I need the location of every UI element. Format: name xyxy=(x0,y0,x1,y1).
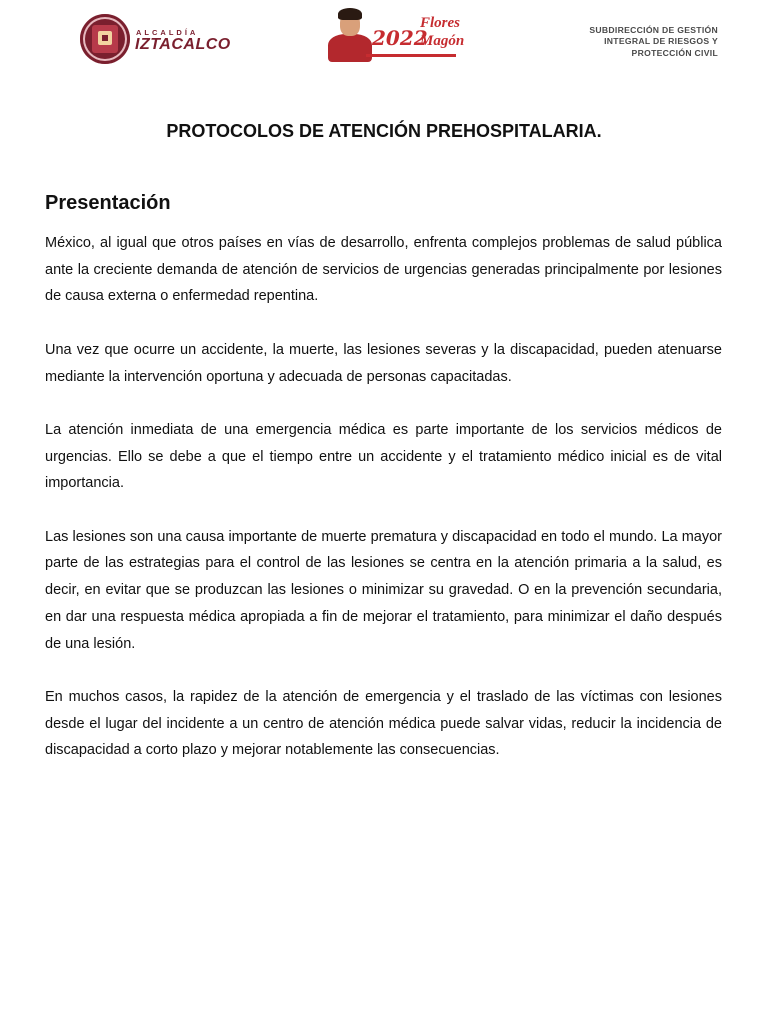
logo-underline xyxy=(366,54,456,57)
subdireccion-line-3: PROTECCIÓN CIVIL xyxy=(631,47,718,58)
logo-name-line2: Magón xyxy=(420,33,465,49)
flores-magon-2022-logo xyxy=(318,4,465,64)
iztacalco-label: IZTACALCO xyxy=(135,36,231,53)
subdireccion-line-2: INTEGRAL DE RIESGOS Y xyxy=(604,36,718,47)
alcaldia-seal-icon xyxy=(80,14,130,64)
logo-year: 2022 xyxy=(372,26,428,50)
subdireccion-line-1: SUBDIRECCIÓN DE GESTIÓN xyxy=(589,25,718,35)
body-text xyxy=(45,230,722,791)
paragraph-4: Las lesiones son una causa importante de muerte prematura y discapacidad en todo el mundo. La mayor parte de las estrategias para el control de las lesiones se centra en la atención primaria a la salud, es decir, en evitar que se produzcan las lesiones o minimizar su gravedad. O en la prevención secundaria, en dar una respuesta médica apropiada a fin de mejorar el tratamiento, para minimizar el daño después de una lesión. xyxy=(45,528,722,652)
paragraph-5: En muchos casos, la rapidez de la atención de emergencia y el traslado de las víctimas con lesiones desde el lugar del incidente a un centro de atención médica puede salvar vidas, reducir la incidencia de discapacidad a corto plazo y mejorar notablemente las consecuencias. xyxy=(45,688,722,759)
paragraph-1: México, al igual que otros países en vías de desarrollo, enfrenta complejos problemas de salud pública ante la creciente demanda de atención de servicios de urgencias generadas principalmente por lesiones de causa externa o enfermedad repentina. xyxy=(45,235,722,305)
page-header xyxy=(0,0,768,80)
alcaldia-iztacalco-logo xyxy=(80,14,231,66)
alcaldia-label: ALCALDÍA xyxy=(136,28,199,37)
paragraph-2: Una vez que ocurre un accidente, la muerte, las lesiones severas y la discapacidad, pueden atenuarse mediante la intervención oportuna y adecuada de personas capacitadas. xyxy=(45,341,722,385)
paragraph-3: La atención inmediata de una emergencia médica es parte importante de los servicios médicos de urgencias. Ello se debe a que el tiempo entre un accidente y el tratamiento médico inicial es de vital importancia. xyxy=(45,421,722,492)
logo-name-line1: Flores xyxy=(420,15,461,31)
subdireccion-label xyxy=(558,25,718,59)
document-title: PROTOCOLOS DE ATENCIÓN PREHOSPITALARIA. xyxy=(166,121,602,141)
section-heading: Presentación xyxy=(45,192,171,214)
